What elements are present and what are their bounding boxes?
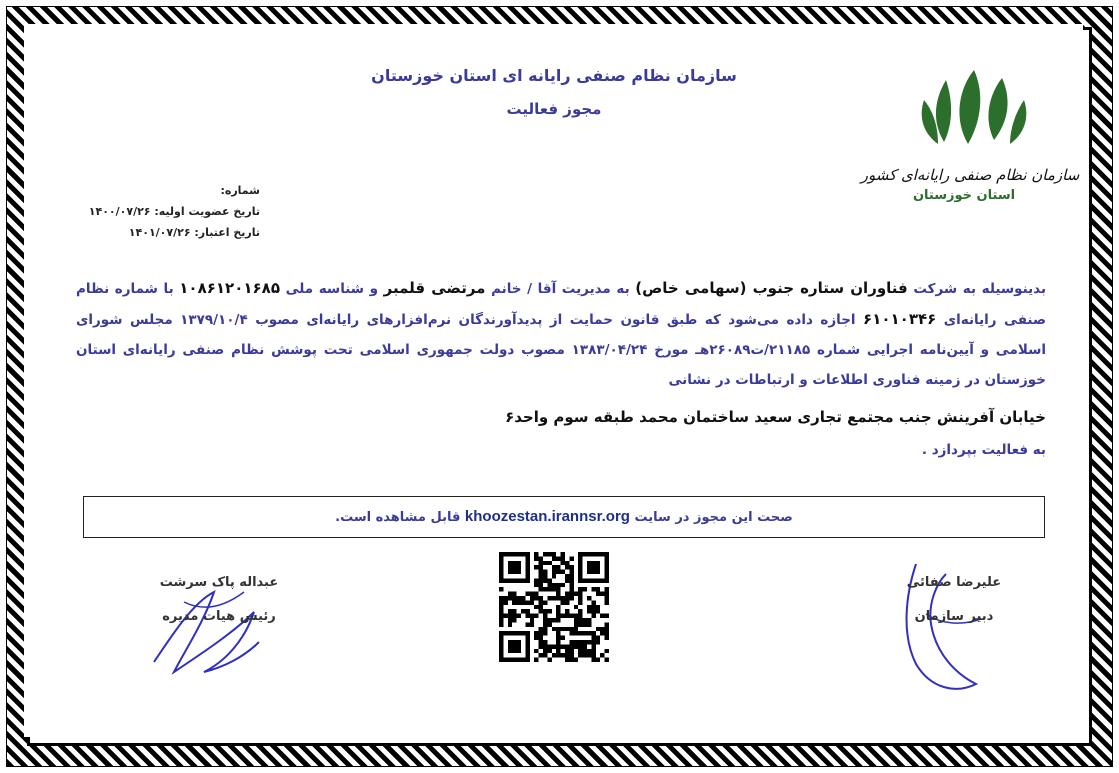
qr-module xyxy=(600,592,604,596)
qr-module xyxy=(569,578,573,582)
qr-module xyxy=(574,627,578,631)
qr-module xyxy=(543,640,547,644)
qr-module xyxy=(574,644,578,648)
qr-module xyxy=(605,614,609,618)
qr-module xyxy=(508,561,521,574)
left-signatory-name: عبداله پاک سرشت xyxy=(159,575,279,590)
qr-module xyxy=(587,609,591,613)
qr-module xyxy=(605,636,609,640)
qr-module xyxy=(578,600,582,604)
qr-module xyxy=(561,644,565,648)
qr-module xyxy=(543,614,547,618)
qr-module xyxy=(591,609,595,613)
qr-module xyxy=(574,631,578,635)
qr-module xyxy=(565,644,569,648)
qr-module xyxy=(569,653,573,657)
logo-leaf-far-right xyxy=(1010,100,1026,144)
qr-module xyxy=(547,649,551,653)
qr-module xyxy=(512,596,516,600)
logo-leaves-icon xyxy=(922,70,1027,144)
qr-module xyxy=(552,587,556,591)
qr-module xyxy=(596,605,600,609)
qr-module xyxy=(539,596,543,600)
qr-module xyxy=(508,609,512,613)
body-text-1: بدینوسیله به شرکت xyxy=(913,281,1047,297)
qr-module xyxy=(525,600,529,604)
qr-module xyxy=(600,627,604,631)
company-name: فناوران ستاره جنوب (سهامی خاص) xyxy=(635,279,908,297)
qr-module xyxy=(578,587,582,591)
qr-module xyxy=(521,596,525,600)
qr-module xyxy=(591,614,595,618)
body-text-5: اجازه داده می‌شود که طبق قانون حمایت از پدیدآورندگان نرم‌افزارهای رایانه‌ای مصوب ۱۳۷۹/۱۰/۴ مجلس شورای اسلامی و آیین‌نامه اجرایی شماره ۲۱۱۸۵/ت۲۶۰۸۹هـ مورخ ۱۳۸۳/۰۴/۲۴ مصوب دولت جمهوری اسلامی تحت پوشش نظام صنفی رایانه‌ای استان خوزستان در زمینه فناوری اطلاعات و ارتباطات در نشانی xyxy=(76,312,1046,388)
qr-module xyxy=(583,622,587,626)
qr-module xyxy=(569,587,573,591)
qr-module xyxy=(534,583,538,587)
body-text-2: به مدیریت آقا / خانم xyxy=(491,281,630,297)
qr-module xyxy=(569,570,573,574)
qr-module xyxy=(503,600,507,604)
verification-prefix: صحت این مجوز در سایت xyxy=(634,510,793,525)
qr-module xyxy=(543,552,547,556)
left-signatory xyxy=(144,570,294,630)
qr-module xyxy=(569,627,573,631)
qr-module xyxy=(552,618,556,622)
qr-module xyxy=(543,622,547,626)
qr-module xyxy=(547,622,551,626)
qr-module xyxy=(596,640,600,644)
qr-module xyxy=(508,618,512,622)
qr-module xyxy=(499,587,503,591)
qr-module xyxy=(556,627,560,631)
qr-module xyxy=(583,640,587,644)
qr-module xyxy=(543,653,547,657)
qr-module xyxy=(517,614,521,618)
qr-module xyxy=(565,609,569,613)
qr-code xyxy=(499,552,609,662)
qr-module xyxy=(561,552,565,556)
qr-module xyxy=(552,552,556,556)
qr-module xyxy=(600,653,604,657)
qr-module xyxy=(574,592,578,596)
qr-module xyxy=(578,653,582,657)
certificate-body xyxy=(76,273,1046,395)
qr-module xyxy=(552,565,556,569)
qr-module xyxy=(565,600,569,604)
qr-module xyxy=(556,614,560,618)
qr-module xyxy=(547,644,551,648)
verification-box xyxy=(83,496,1045,538)
qr-module xyxy=(543,631,547,635)
qr-module xyxy=(569,596,573,600)
right-signatory-name: علیرضا صفائی xyxy=(906,575,1002,590)
qr-module xyxy=(569,556,573,560)
qr-module xyxy=(578,622,582,626)
qr-module xyxy=(569,565,573,569)
qr-module xyxy=(539,653,543,657)
first-membership-label: تاریخ عضویت اولیه: xyxy=(154,205,260,218)
qr-module xyxy=(534,596,538,600)
qr-module xyxy=(596,609,600,613)
qr-module xyxy=(530,596,534,600)
qr-module xyxy=(565,574,569,578)
qr-module xyxy=(556,609,560,613)
qr-module xyxy=(583,587,587,591)
qr-module xyxy=(574,622,578,626)
qr-module xyxy=(591,644,595,648)
qr-module xyxy=(561,570,565,574)
qr-module xyxy=(547,561,551,565)
qr-module xyxy=(587,596,591,600)
qr-module xyxy=(539,578,543,582)
qr-module xyxy=(525,614,529,618)
qr-module xyxy=(512,592,516,596)
qr-module xyxy=(508,592,512,596)
logo-leaf-left xyxy=(936,80,951,142)
qr-module xyxy=(569,658,573,662)
qr-module xyxy=(556,653,560,657)
qr-module xyxy=(512,609,516,613)
qr-module xyxy=(591,658,595,662)
logo-leaf-center xyxy=(959,70,980,144)
qr-module xyxy=(596,636,600,640)
qr-module xyxy=(556,605,560,609)
qr-module xyxy=(499,622,503,626)
qr-module xyxy=(512,600,516,604)
qr-module xyxy=(521,600,525,604)
qr-module xyxy=(552,556,556,560)
logo-province: استان خوزستان xyxy=(912,188,1016,203)
qr-module xyxy=(578,640,582,644)
qr-module xyxy=(596,592,600,596)
qr-module xyxy=(499,605,503,609)
qr-module xyxy=(547,596,551,600)
qr-module xyxy=(556,583,560,587)
certificate-meta xyxy=(64,180,260,243)
business-address: خیابان آفرینش جنب مجتمع تجاری سعید ساختمان محمد طبقه سوم واحد۶ xyxy=(505,408,1046,426)
qr-module xyxy=(539,636,543,640)
organization-title: سازمان نظام صنفی رایانه ای استان خوزستان xyxy=(371,66,737,85)
qr-module xyxy=(503,614,507,618)
qr-module xyxy=(591,640,595,644)
qr-module xyxy=(525,592,529,596)
qr-module xyxy=(578,618,582,622)
qr-module xyxy=(499,609,503,613)
validity-row xyxy=(64,222,260,243)
qr-module xyxy=(565,596,569,600)
first-membership-row xyxy=(64,201,260,222)
right-signatory-role: دبیر سازمان xyxy=(914,609,994,624)
qr-module xyxy=(543,644,547,648)
qr-module xyxy=(539,556,543,560)
certificate-number-label: شماره: xyxy=(220,184,260,197)
qr-module xyxy=(605,592,609,596)
qr-module xyxy=(556,565,560,569)
qr-module xyxy=(605,622,609,626)
qr-module xyxy=(534,649,538,653)
qr-module xyxy=(534,578,538,582)
qr-module xyxy=(499,596,503,600)
qr-module xyxy=(574,640,578,644)
qr-module xyxy=(539,561,543,565)
qr-module xyxy=(547,609,551,613)
qr-module xyxy=(591,605,595,609)
qr-module xyxy=(539,600,543,604)
qr-module xyxy=(556,631,560,635)
qr-module xyxy=(534,552,538,556)
qr-module xyxy=(547,552,551,556)
logo-leaf-right xyxy=(988,78,1007,140)
qr-module xyxy=(508,614,512,618)
qr-module xyxy=(534,592,538,596)
validity-value: ۱۴۰۱/۰۷/۲۶ xyxy=(128,226,191,239)
qr-module xyxy=(547,658,551,662)
qr-module xyxy=(561,556,565,560)
qr-module xyxy=(561,653,565,657)
qr-module xyxy=(605,631,609,635)
qr-module xyxy=(583,644,587,648)
qr-module xyxy=(552,627,556,631)
qr-module xyxy=(508,596,512,600)
first-membership-value: ۱۴۰۰/۰۷/۲۶ xyxy=(88,205,151,218)
qr-module xyxy=(578,596,582,600)
qr-module xyxy=(561,561,565,565)
qr-module xyxy=(543,570,547,574)
qr-module xyxy=(539,574,543,578)
qr-module xyxy=(605,587,609,591)
qr-module xyxy=(552,570,556,574)
qr-module xyxy=(569,583,573,587)
qr-module xyxy=(539,609,543,613)
qr-module xyxy=(574,614,578,618)
qr-module xyxy=(547,618,551,622)
qr-module xyxy=(587,653,591,657)
qr-module xyxy=(543,578,547,582)
qr-module xyxy=(543,600,547,604)
qr-module xyxy=(534,658,538,662)
body-text-4: با شماره نظام صنفی رایانه‌ای xyxy=(76,281,1046,328)
qr-module xyxy=(596,587,600,591)
qr-module xyxy=(552,644,556,648)
qr-module xyxy=(543,587,547,591)
qr-module xyxy=(539,565,543,569)
qr-module xyxy=(512,614,516,618)
qr-module xyxy=(552,653,556,657)
qr-module xyxy=(587,605,591,609)
qr-module xyxy=(565,578,569,582)
qr-module xyxy=(556,649,560,653)
qr-module xyxy=(539,583,543,587)
qr-module xyxy=(499,614,503,618)
qr-module xyxy=(543,561,547,565)
qr-module xyxy=(578,592,582,596)
qr-module xyxy=(561,583,565,587)
qr-module xyxy=(591,649,595,653)
qr-module xyxy=(530,600,534,604)
qr-module xyxy=(543,574,547,578)
qr-module xyxy=(508,640,521,653)
qr-module xyxy=(565,614,569,618)
qr-module xyxy=(543,649,547,653)
qr-module xyxy=(547,578,551,582)
qr-module xyxy=(556,618,560,622)
qr-module xyxy=(534,614,538,618)
qr-module xyxy=(605,600,609,604)
certificate-page xyxy=(24,24,1083,737)
logo-leaf-far-left xyxy=(922,100,938,144)
qr-module xyxy=(556,556,560,560)
qr-module xyxy=(596,627,600,631)
qr-module xyxy=(543,609,547,613)
qr-module xyxy=(591,636,595,640)
qr-module xyxy=(517,600,521,604)
qr-module xyxy=(530,618,534,622)
qr-module xyxy=(499,600,503,604)
qr-module xyxy=(539,644,543,648)
qr-module xyxy=(561,600,565,604)
qr-module xyxy=(569,644,573,648)
qr-module xyxy=(587,618,591,622)
qr-module xyxy=(556,636,560,640)
qr-module xyxy=(539,640,543,644)
qr-module xyxy=(552,583,556,587)
qr-module xyxy=(587,631,591,635)
qr-module xyxy=(547,587,551,591)
qr-module xyxy=(499,618,503,622)
qr-module xyxy=(534,636,538,640)
qr-module xyxy=(534,631,538,635)
qr-module xyxy=(539,570,543,574)
qr-module xyxy=(552,574,556,578)
qr-module xyxy=(583,653,587,657)
qr-module xyxy=(569,592,573,596)
qr-module xyxy=(552,596,556,600)
qr-module xyxy=(517,596,521,600)
qr-module xyxy=(525,609,529,613)
qr-module xyxy=(565,627,569,631)
qr-module xyxy=(521,609,525,613)
qr-module xyxy=(583,631,587,635)
qr-module xyxy=(539,631,543,635)
qr-module xyxy=(587,649,591,653)
qr-module xyxy=(530,622,534,626)
qr-module xyxy=(556,587,560,591)
qr-module xyxy=(578,644,582,648)
qr-module xyxy=(565,592,569,596)
qr-module xyxy=(534,556,538,560)
qr-module xyxy=(503,596,507,600)
qr-module xyxy=(556,596,560,600)
qr-module xyxy=(587,640,591,644)
qr-module xyxy=(587,561,600,574)
qr-module xyxy=(534,565,538,569)
qr-module xyxy=(583,618,587,622)
qr-module xyxy=(591,653,595,657)
qr-module xyxy=(574,658,578,662)
qr-module xyxy=(512,618,516,622)
qr-module xyxy=(578,631,582,635)
qr-module xyxy=(561,627,565,631)
qr-module xyxy=(591,600,595,604)
qr-module xyxy=(605,596,609,600)
logo-text: سازمان نظام صنفی رایانه‌ای کشور xyxy=(860,166,1080,184)
qr-module xyxy=(569,640,573,644)
qr-module xyxy=(539,627,543,631)
qr-module xyxy=(565,658,569,662)
qr-module xyxy=(605,627,609,631)
qr-module xyxy=(539,587,543,591)
qr-module xyxy=(561,614,565,618)
qr-module xyxy=(605,649,609,653)
left-signatory-role: رئیس هیات مدیره xyxy=(162,609,276,624)
qr-module xyxy=(534,605,538,609)
qr-module xyxy=(596,658,600,662)
qr-module xyxy=(565,561,569,565)
qr-module xyxy=(539,605,543,609)
qr-module xyxy=(565,565,569,569)
qr-module xyxy=(574,605,578,609)
qr-module xyxy=(547,583,551,587)
qr-module xyxy=(569,574,573,578)
qr-module xyxy=(543,627,547,631)
guild-number: ۶۱۰۱۰۳۴۶ xyxy=(863,310,937,328)
qr-module xyxy=(574,618,578,622)
qr-module xyxy=(556,570,560,574)
document-title: مجوز فعالیت xyxy=(506,100,602,118)
qr-module xyxy=(543,618,547,622)
qr-module xyxy=(569,631,573,635)
certificate-number-row xyxy=(64,180,260,201)
body-text-3: و شناسه ملی xyxy=(285,281,379,297)
national-id: ۱۰۸۶۱۲۰۱۶۸۵ xyxy=(179,279,280,297)
qr-module xyxy=(530,592,534,596)
qr-module xyxy=(556,592,560,596)
qr-module xyxy=(525,622,529,626)
validity-label: تاریخ اعتبار: xyxy=(194,226,260,239)
manager-name: مرتضی قلمبر xyxy=(383,279,486,297)
qr-module xyxy=(561,636,565,640)
body-closing: به فعالیت بپردازد . xyxy=(921,442,1046,458)
qr-module xyxy=(565,653,569,657)
qr-module xyxy=(578,614,582,618)
qr-module xyxy=(569,649,573,653)
qr-module xyxy=(561,596,565,600)
qr-module xyxy=(587,622,591,626)
qr-module xyxy=(530,614,534,618)
qr-module xyxy=(600,614,604,618)
qr-module xyxy=(605,658,609,662)
verification-suffix: قابل مشاهده است. xyxy=(335,510,461,525)
qr-module xyxy=(569,614,573,618)
qr-module xyxy=(565,649,569,653)
qr-module xyxy=(578,649,582,653)
qr-module xyxy=(578,609,582,613)
qr-module xyxy=(591,631,595,635)
qr-module xyxy=(556,644,560,648)
qr-module xyxy=(591,587,595,591)
right-signatory xyxy=(894,570,1014,630)
qr-module xyxy=(583,649,587,653)
qr-module xyxy=(600,631,604,635)
qr-module xyxy=(556,640,560,644)
verification-link[interactable]: khoozestan.irannsr.org xyxy=(464,508,630,525)
qr-module xyxy=(508,622,512,626)
